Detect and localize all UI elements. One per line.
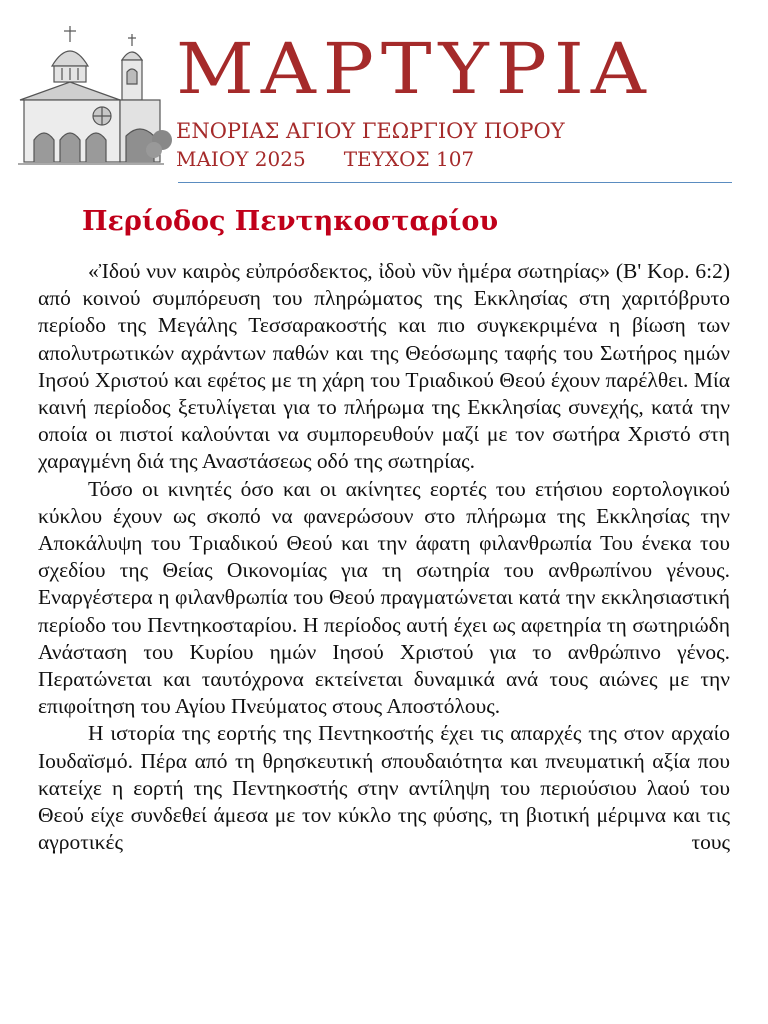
newsletter-title: ΜΑΡΤΥΡΙΑ — [176, 27, 653, 110]
article-paragraph: Τόσο οι κινητές όσο και οι ακίνητες εορτές του ετήσιου εορτολογικού κύκλου έχουν ως σκοπό να φανερώσουν στο πλήρωμα της Εκκλησίας την Αποκάλυψη του Τριαδικού Θεού και την άφατη φιλανθρωπία Του ένεκα του σχεδίου της Θείας Οικονομίας για τη σωτηρία του ανθρωπίνου γένους. Εναργέστερα η φιλανθρωπία του Θεού πραγματώνεται κατά την εκκλησιαστική περίοδο του Πεντηκοσταρίου. Η περίοδος αυτή έχει ως αφετηρία τη σωτηριώδη Ανάσταση του Κυρίου ημών Ιησού Χριστού για το ανθρώπινο γένος. Περατώνεται και ταυτόχρονα εκτείνεται δυναμικά ανά τους αιώνες με την επιφοίτηση του Αγίου Πνεύματος στους Αποστόλους. — [38, 476, 730, 719]
issue-info — [176, 146, 474, 172]
article-body — [38, 258, 730, 856]
article-title: Περίοδος Πεντηκοσταρίου — [82, 206, 499, 237]
parish-name: ΕΝΟΡΙΑΣ ΑΓΙΟΥ ΓΕΩΡΓΙΟΥ ΠΟΡΟΥ — [176, 119, 565, 143]
issue-date: ΜΑΙΟΥ 2025 — [176, 147, 306, 171]
church-logo — [14, 22, 172, 170]
header-divider — [178, 182, 732, 183]
issue-number: ΤΕΥΧΟΣ 107 — [343, 147, 475, 171]
article-paragraph: Η ιστορία της εορτής της Πεντηκοστής έχει τις απαρχές της στον αρχαίο Ιουδαϊσμό. Πέρα από τη θρησκευτική σπουδαιότητα και πνευματική αξία που κατείχε η εορτή της Πεντηκοστής στην αντίληψη του περιούσιου λαού του Θεού είχε συνδεθεί άμεσα με τον κύκλο της φύσης, τη βιοτική μέριμνα και τις αγροτικές τους — [38, 721, 730, 855]
article-paragraph: «Ἰδού νυν καιρὸς εὐπρόσδεκτος, ἰδοὺ νῦν ἡμέρα σωτηρίας» (Β' Κορ. 6:2) από κοινού συμπόρευση του πληρώματος της Εκκλησίας στη χαριτόβρυτο περίοδο της Μεγάλης Τεσσαρακοστής και πιο συγκεκριμένα η βίωση των απολυτρωτικών αχράντων παθών και της Θεόσωμης ταφής του Σωτήρος ημών Ιησού Χριστού και εφέτος με τη χάρη του Τριαδικού Θεού έχουν παρέλθει. Μία καινή περίοδος ξετυλίγεται για το πλήρωμα της Εκκλησίας συνεχής, κατά την οποία οι πιστοί καλούνται να συμπορευθούν μαζί με τον σωτήρα Χριστό στη χαραγμένη διά της Αναστάσεως οδό της σωτηρίας. — [38, 259, 730, 474]
